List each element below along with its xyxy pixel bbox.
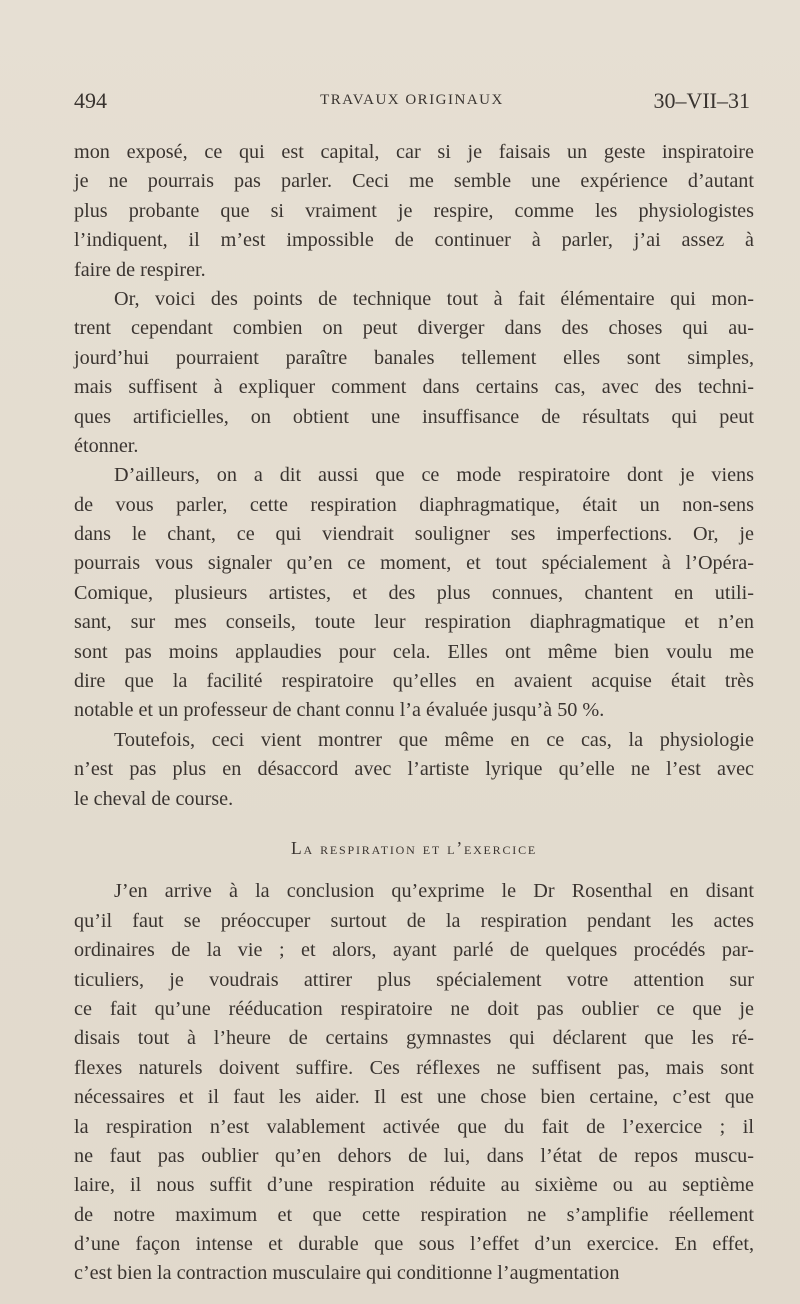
text-line: J’en arrive à la conclusion qu’exprime le Dr Rosenthal en disant (114, 880, 754, 903)
text-line: de notre maximum et que cette respiration ne s’amplifie réellement (74, 1203, 754, 1226)
paragraph (74, 285, 754, 461)
text-line: ques artificielles, on obtient une insuffisance de résultats qui peut (74, 405, 754, 428)
page-body (74, 138, 754, 1289)
text-line: Toutefois, ceci vient montrer que même en ce cas, la physiologie (114, 728, 754, 751)
paragraph (74, 726, 754, 814)
text-line: dire que la facilité respiratoire qu’elles en avaient acquise était très (74, 670, 754, 693)
text-line: c’est bien la contraction musculaire qui conditionne l’augmentation (74, 1262, 620, 1285)
section-paragraph (74, 877, 754, 1288)
text-line: je ne pourrais pas parler. Ceci me semble une expérience d’autant (74, 170, 754, 193)
text-line: plus probante que si vraiment je respire, comme les physiologistes (74, 199, 754, 222)
text-line: trent cependant combien on peut diverger dans des choses qui au- (74, 317, 754, 340)
running-title: TRAVAUX ORIGINAUX (320, 92, 504, 108)
text-line: mais suffisent à expliquer comment dans certains cas, avec des techni- (74, 376, 754, 399)
text-line: sant, sur mes conseils, toute leur respiration diaphragmatique et n’en (74, 611, 754, 634)
text-line: sont pas moins applaudies pour cela. Elles ont même bien voulu me (74, 640, 754, 663)
text-line: pourrais vous signaler qu’en ce moment, et tout spécialement à l’Opéra- (74, 552, 754, 575)
text-line: l’indiquent, il m’est impossible de continuer à parler, j’ai assez à (74, 229, 754, 252)
text-line: mon exposé, ce qui est capital, car si je faisais un geste inspiratoire (74, 141, 754, 163)
page-number: 494 (74, 88, 107, 113)
paragraph (74, 461, 754, 726)
text-line: Comique, plusieurs artistes, et des plus connues, chantent en utili- (74, 581, 754, 604)
text-line: qu’il faut se préoccuper surtout de la respiration pendant les actes (74, 909, 754, 932)
text-line: Or, voici des points de technique tout à fait élémentaire qui mon- (114, 287, 754, 310)
text-line: la respiration n’est valablement activée que du fait de l’exercice ; il (74, 1115, 754, 1138)
paragraphs (74, 138, 754, 814)
text-line: faire de respirer. (74, 258, 206, 281)
issue-date: 30–VII–31 (653, 88, 750, 113)
text-line: D’ailleurs, on a dit aussi que ce mode respiratoire dont je viens (114, 464, 754, 487)
text-line: d’une façon intense et durable que sous l’effet d’un exercice. En effet, (74, 1233, 754, 1256)
text-line: flexes naturels doivent suffire. Ces réflexes ne suffisent pas, mais sont (74, 1056, 754, 1079)
text-line: dans le chant, ce qui viendrait souligner ses imperfections. Or, je (74, 523, 754, 546)
text-line: n’est pas plus en désaccord avec l’artiste lyrique qu’elle ne l’est avec (74, 758, 754, 781)
page-header (74, 88, 750, 118)
text-line: ticuliers, je voudrais attirer plus spécialement votre attention sur (74, 968, 754, 991)
text-line: étonner. (74, 434, 139, 457)
paragraph (74, 877, 754, 1288)
text-line: notable et un professeur de chant connu l’a évaluée jusqu’à 50 %. (74, 699, 605, 722)
text-line: ordinaires de la vie ; et alors, ayant parlé de quelques procédés par- (74, 939, 754, 962)
text-line: de vous parler, cette respiration diaphragmatique, était un non-sens (74, 493, 754, 516)
text-line: jourd’hui pourraient paraître banales tellement elles sont simples, (74, 346, 754, 369)
text-line: ne faut pas oublier qu’en dehors de lui, dans l’état de repos muscu- (74, 1144, 754, 1167)
text-line: disais tout à l’heure de certains gymnastes qui déclarent que les ré- (74, 1027, 754, 1050)
text-line: le cheval de course. (74, 787, 234, 810)
section-title: La respiration et l’exercice (290, 837, 538, 858)
text-line: nécessaires et il faut les aider. Il est une chose bien certaine, c’est que (74, 1086, 754, 1109)
paragraph (74, 138, 754, 285)
text-line: laire, il nous suffit d’une respiration réduite au sixième ou au septième (74, 1174, 754, 1197)
text-line: ce fait qu’une rééducation respiratoire ne doit pas oublier ce que je (74, 997, 754, 1020)
